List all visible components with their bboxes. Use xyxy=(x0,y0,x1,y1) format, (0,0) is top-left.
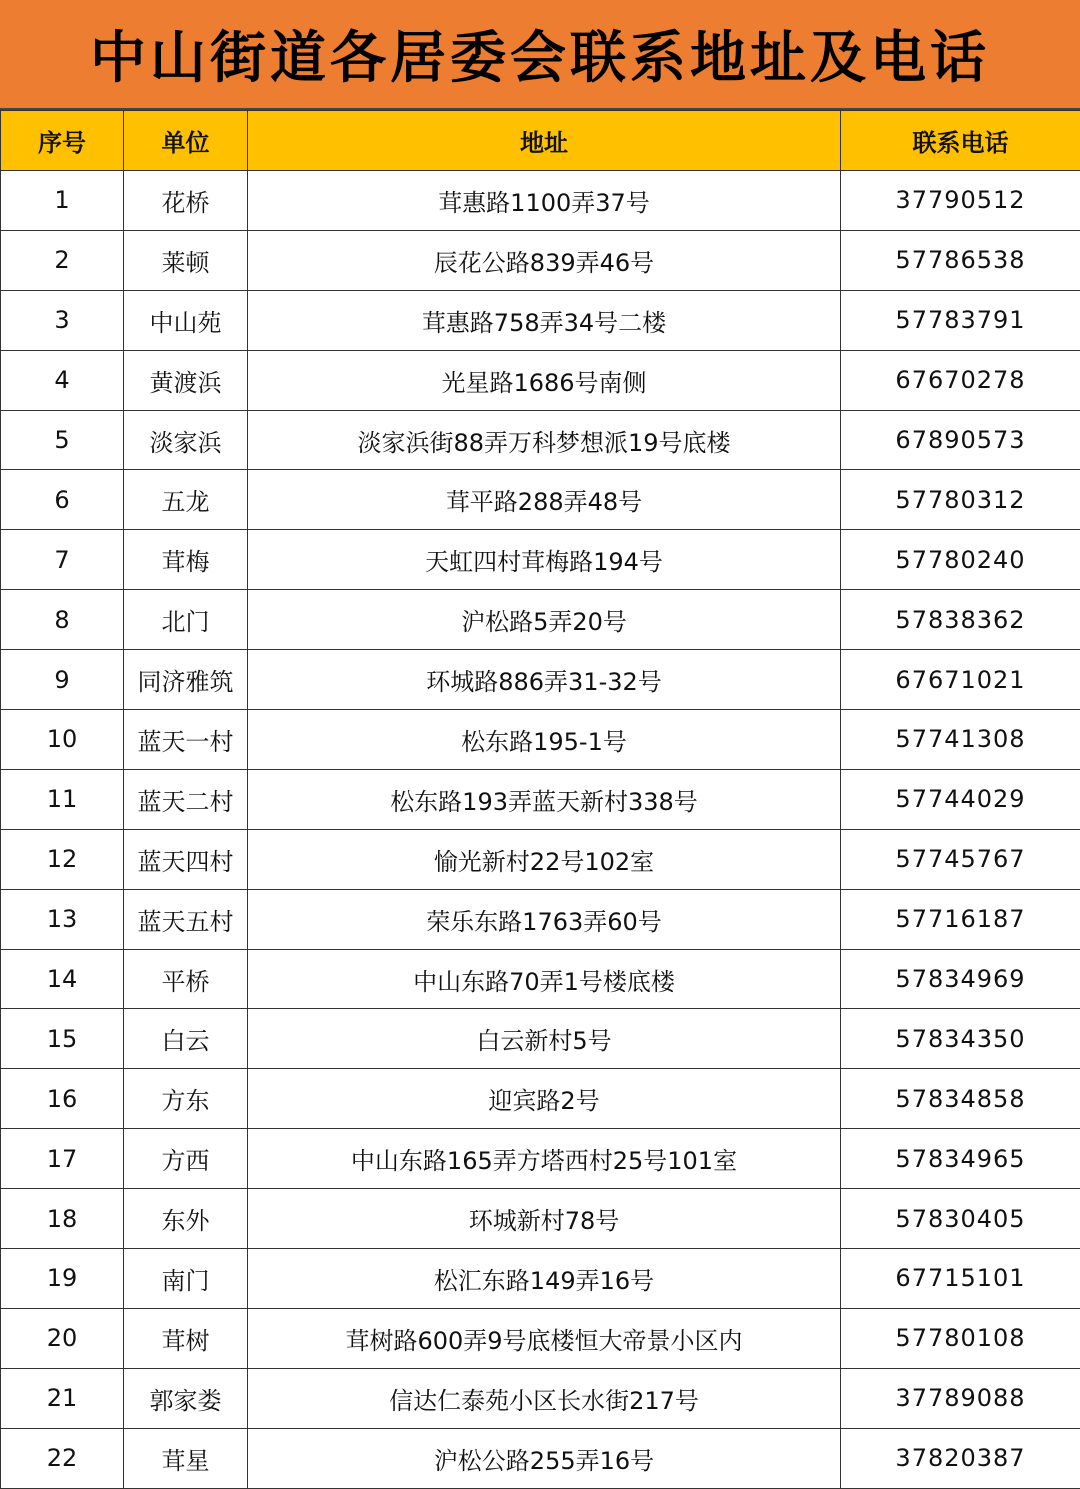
cell-address: 中山东路70弄1号楼底楼 xyxy=(248,949,841,1009)
cell-phone: 37789088 xyxy=(841,1368,1080,1428)
cell-unit: 中山苑 xyxy=(124,290,248,350)
cell-address: 松汇东路149弄16号 xyxy=(248,1249,841,1309)
cell-index: 7 xyxy=(1,530,124,590)
cell-address: 淡家浜街88弄万科梦想派19号底楼 xyxy=(248,410,841,470)
cell-phone: 57745767 xyxy=(841,829,1080,889)
table-row xyxy=(1,350,1080,410)
table-row xyxy=(1,1368,1080,1428)
header-index: 序号 xyxy=(1,111,124,171)
table-row xyxy=(1,769,1080,829)
table-row xyxy=(1,1069,1080,1129)
cell-index: 11 xyxy=(1,769,124,829)
header-address: 地址 xyxy=(248,111,841,171)
cell-address: 中山东路165弄方塔西村25号101室 xyxy=(248,1129,841,1189)
cell-index: 18 xyxy=(1,1189,124,1249)
cell-unit: 东外 xyxy=(124,1189,248,1249)
page-title: 中山街道各居委会联系地址及电话 xyxy=(90,26,990,91)
cell-address: 辰花公路839弄46号 xyxy=(248,230,841,290)
cell-unit: 茸树 xyxy=(124,1308,248,1368)
cell-address: 茸平路288弄48号 xyxy=(248,470,841,530)
cell-address: 沪松公路255弄16号 xyxy=(248,1428,841,1488)
table-row xyxy=(1,230,1080,290)
cell-phone: 67890573 xyxy=(841,410,1080,470)
cell-index: 22 xyxy=(1,1428,124,1488)
table-body xyxy=(1,171,1080,1489)
table-row xyxy=(1,1249,1080,1309)
cell-phone: 57838362 xyxy=(841,590,1080,650)
cell-address: 环城路886弄31-32号 xyxy=(248,650,841,710)
cell-index: 10 xyxy=(1,710,124,770)
cell-phone: 57780240 xyxy=(841,530,1080,590)
cell-index: 5 xyxy=(1,410,124,470)
cell-phone: 57830405 xyxy=(841,1189,1080,1249)
cell-unit: 黄渡浜 xyxy=(124,350,248,410)
cell-phone: 57780312 xyxy=(841,470,1080,530)
cell-unit: 花桥 xyxy=(124,171,248,231)
cell-unit: 南门 xyxy=(124,1249,248,1309)
cell-index: 17 xyxy=(1,1129,124,1189)
cell-index: 6 xyxy=(1,470,124,530)
cell-address: 松东路193弄蓝天新村338号 xyxy=(248,769,841,829)
cell-unit: 蓝天五村 xyxy=(124,889,248,949)
cell-address: 茸惠路1100弄37号 xyxy=(248,171,841,231)
table-row xyxy=(1,470,1080,530)
cell-unit: 茸梅 xyxy=(124,530,248,590)
cell-phone: 67671021 xyxy=(841,650,1080,710)
cell-index: 14 xyxy=(1,949,124,1009)
cell-phone: 57741308 xyxy=(841,710,1080,770)
cell-unit: 蓝天四村 xyxy=(124,829,248,889)
table-row xyxy=(1,1129,1080,1189)
cell-index: 8 xyxy=(1,590,124,650)
cell-unit: 蓝天一村 xyxy=(124,710,248,770)
cell-phone: 57716187 xyxy=(841,889,1080,949)
cell-unit: 茸星 xyxy=(124,1428,248,1488)
cell-address: 茸树路600弄9号底楼恒大帝景小区内 xyxy=(248,1308,841,1368)
header-unit: 单位 xyxy=(124,111,248,171)
table-row xyxy=(1,829,1080,889)
cell-phone: 37790512 xyxy=(841,171,1080,231)
cell-phone: 67670278 xyxy=(841,350,1080,410)
table-row xyxy=(1,949,1080,1009)
cell-unit: 淡家浜 xyxy=(124,410,248,470)
table-row xyxy=(1,710,1080,770)
cell-address: 荣乐东路1763弄60号 xyxy=(248,889,841,949)
cell-unit: 北门 xyxy=(124,590,248,650)
cell-address: 环城新村78号 xyxy=(248,1189,841,1249)
cell-address: 白云新村5号 xyxy=(248,1009,841,1069)
cell-unit: 方西 xyxy=(124,1129,248,1189)
table-row xyxy=(1,171,1080,231)
cell-unit: 蓝天二村 xyxy=(124,769,248,829)
table-row xyxy=(1,1189,1080,1249)
cell-address: 沪松路5弄20号 xyxy=(248,590,841,650)
cell-unit: 五龙 xyxy=(124,470,248,530)
cell-index: 13 xyxy=(1,889,124,949)
cell-phone: 57834858 xyxy=(841,1069,1080,1129)
table-row xyxy=(1,889,1080,949)
cell-address: 松东路195-1号 xyxy=(248,710,841,770)
cell-phone: 57834350 xyxy=(841,1009,1080,1069)
cell-address: 光星路1686号南侧 xyxy=(248,350,841,410)
cell-phone: 57786538 xyxy=(841,230,1080,290)
cell-index: 12 xyxy=(1,829,124,889)
cell-address: 信达仁泰苑小区长水街217号 xyxy=(248,1368,841,1428)
cell-index: 4 xyxy=(1,350,124,410)
table-row xyxy=(1,410,1080,470)
cell-index: 9 xyxy=(1,650,124,710)
cell-index: 19 xyxy=(1,1249,124,1309)
table-header-row xyxy=(1,111,1080,171)
cell-address: 愉光新村22号102室 xyxy=(248,829,841,889)
table-row xyxy=(1,1428,1080,1488)
header-phone: 联系电话 xyxy=(841,111,1080,171)
cell-phone: 57783791 xyxy=(841,290,1080,350)
cell-index: 1 xyxy=(1,171,124,231)
cell-phone: 57834965 xyxy=(841,1129,1080,1189)
cell-unit: 莱顿 xyxy=(124,230,248,290)
cell-index: 3 xyxy=(1,290,124,350)
cell-unit: 平桥 xyxy=(124,949,248,1009)
cell-phone: 57780108 xyxy=(841,1308,1080,1368)
cell-index: 2 xyxy=(1,230,124,290)
cell-address: 茸惠路758弄34号二楼 xyxy=(248,290,841,350)
cell-index: 21 xyxy=(1,1368,124,1428)
cell-address: 天虹四村茸梅路194号 xyxy=(248,530,841,590)
cell-unit: 白云 xyxy=(124,1009,248,1069)
cell-phone: 57834969 xyxy=(841,949,1080,1009)
cell-phone: 57744029 xyxy=(841,769,1080,829)
cell-unit: 同济雅筑 xyxy=(124,650,248,710)
table-row xyxy=(1,590,1080,650)
cell-index: 16 xyxy=(1,1069,124,1129)
cell-phone: 37820387 xyxy=(841,1428,1080,1488)
title-banner xyxy=(0,0,1080,110)
table-row xyxy=(1,1308,1080,1368)
cell-unit: 郭家娄 xyxy=(124,1368,248,1428)
cell-index: 15 xyxy=(1,1009,124,1069)
cell-address: 迎宾路2号 xyxy=(248,1069,841,1129)
contacts-table xyxy=(0,110,1080,1489)
table-row xyxy=(1,290,1080,350)
table-row xyxy=(1,650,1080,710)
cell-unit: 方东 xyxy=(124,1069,248,1129)
table-row xyxy=(1,1009,1080,1069)
table-row xyxy=(1,530,1080,590)
cell-phone: 67715101 xyxy=(841,1249,1080,1309)
cell-index: 20 xyxy=(1,1308,124,1368)
